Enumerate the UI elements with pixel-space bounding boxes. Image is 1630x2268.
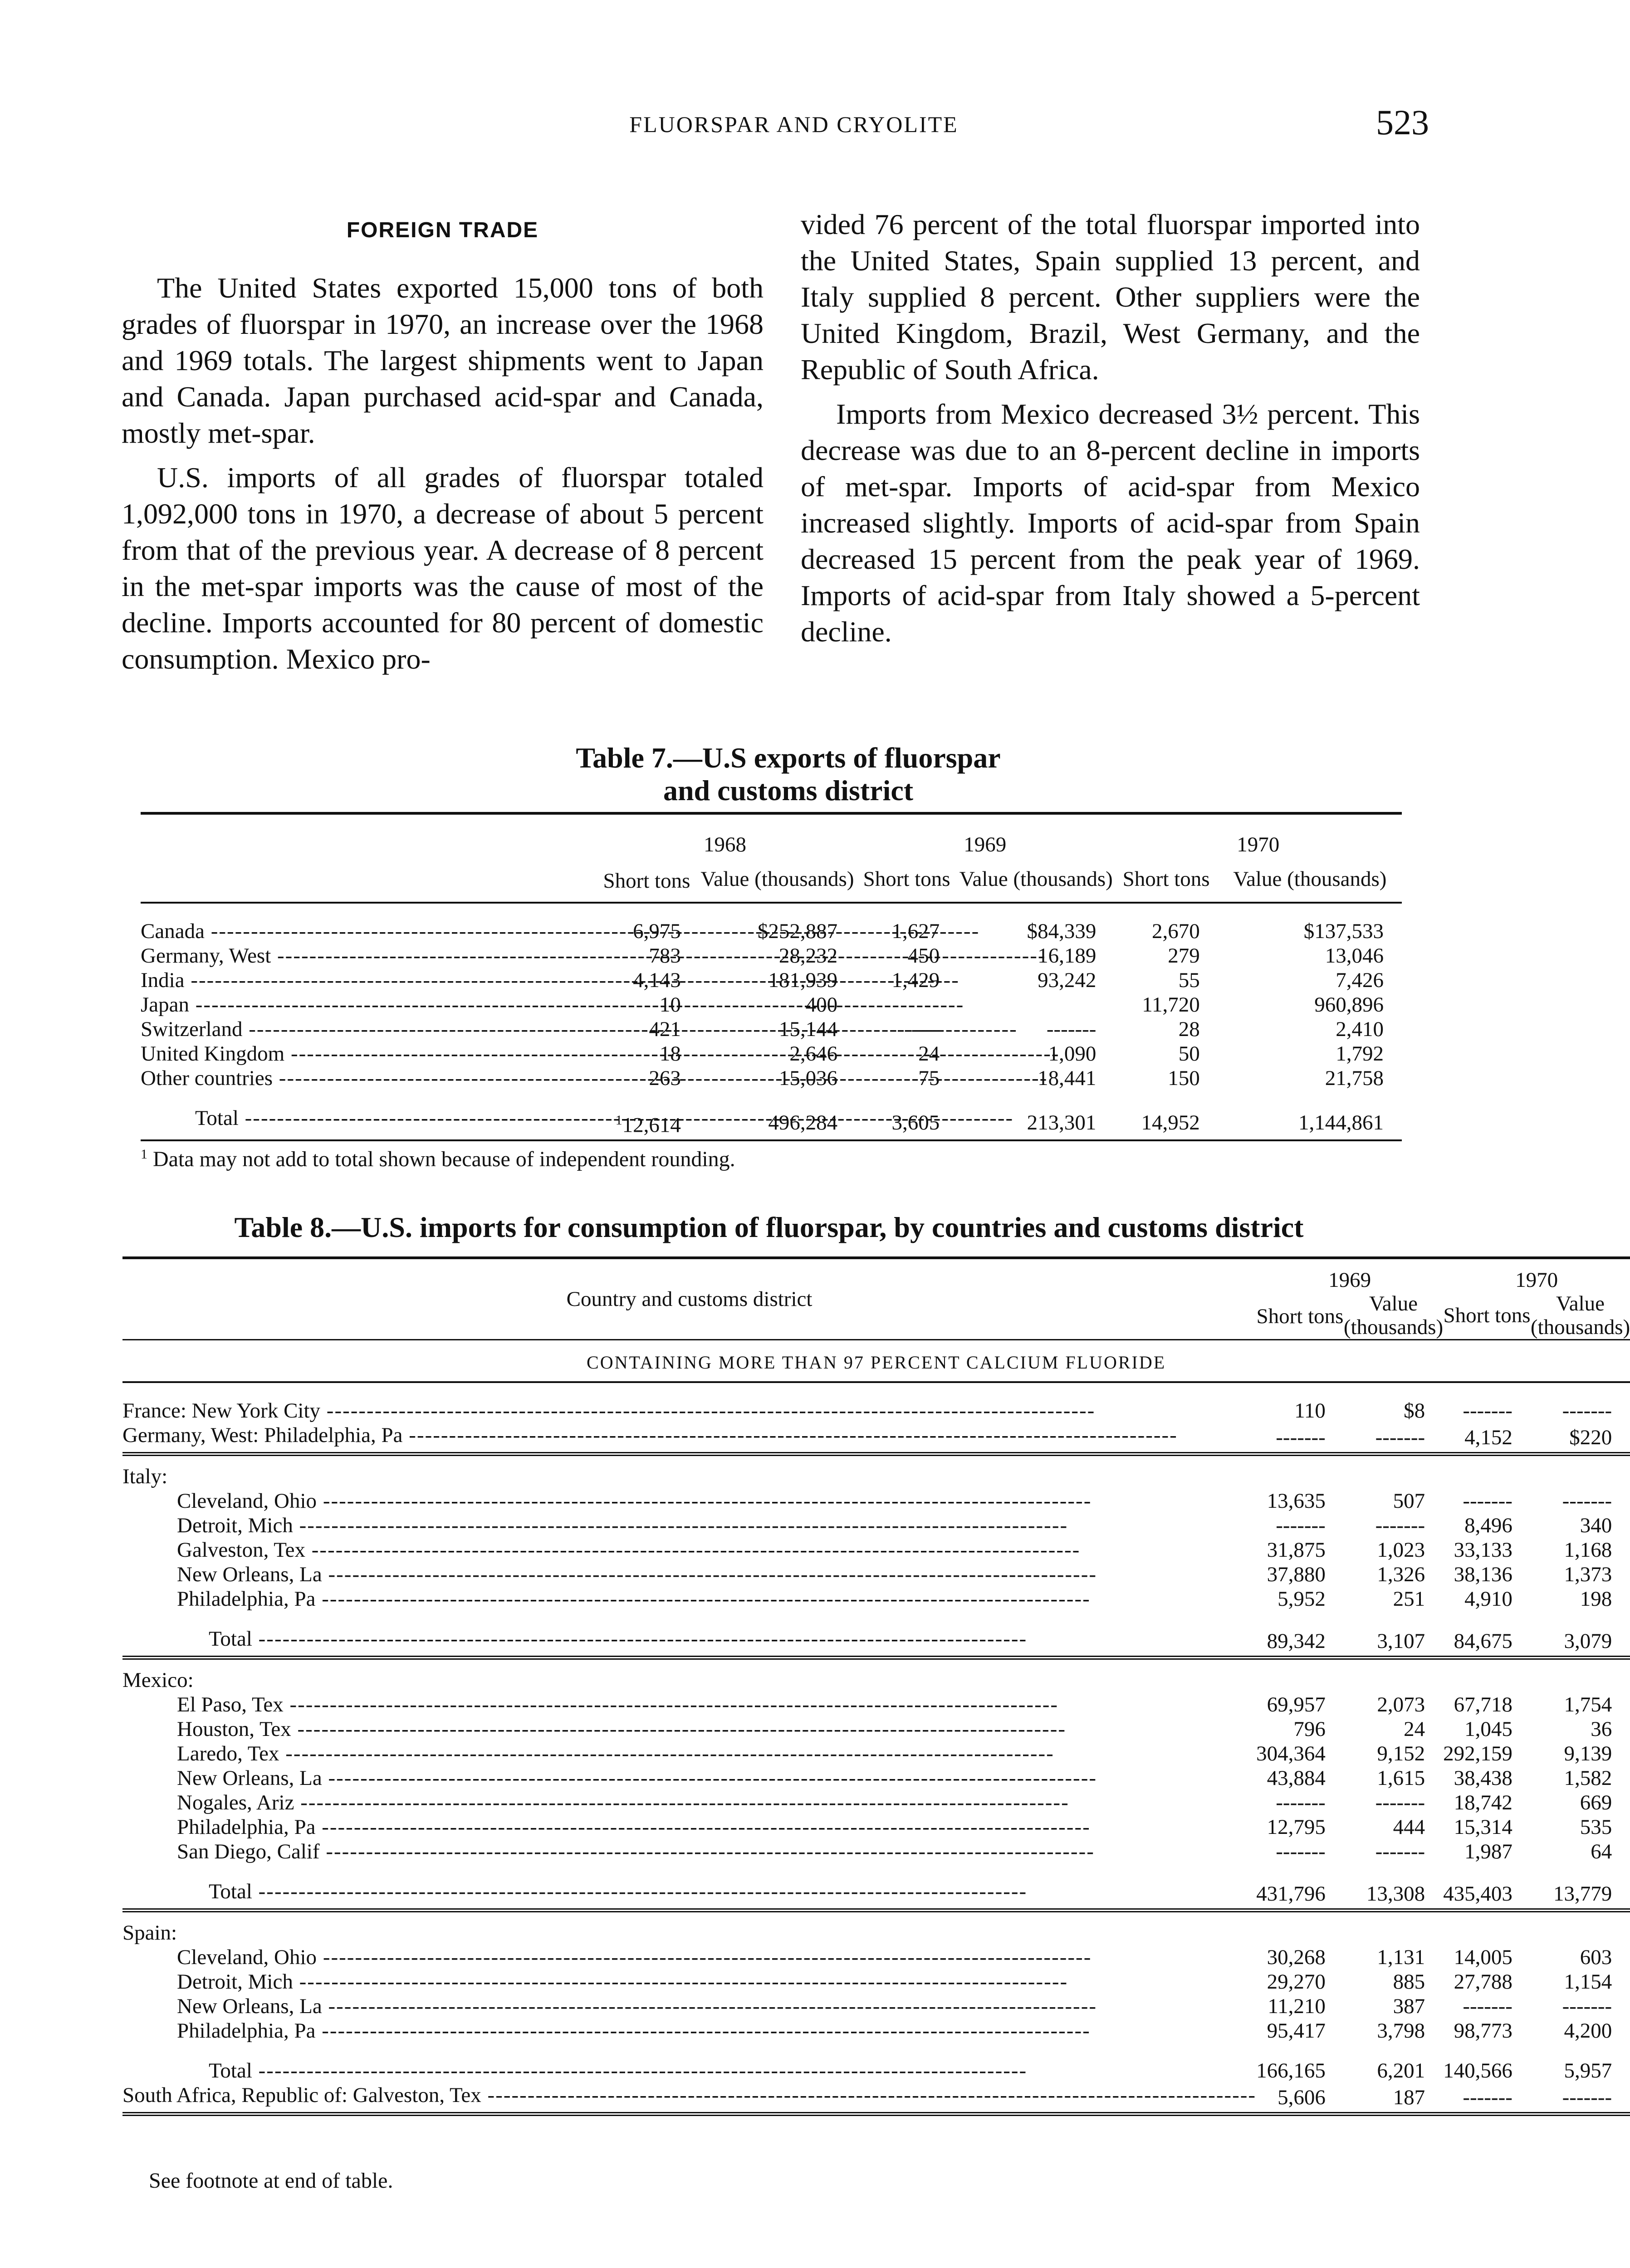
cell: 304,364 [1256, 1742, 1326, 1765]
cell: 1,615 [1377, 1766, 1425, 1790]
table-row [122, 1692, 1630, 1717]
cell: 603 [1580, 1945, 1612, 1969]
cell: ------- [1276, 1840, 1326, 1863]
running-title: FLUORSPAR AND CRYOLITE [629, 112, 959, 137]
cell: 95,417 [1267, 2019, 1326, 2043]
cell: 1,131 [1377, 1945, 1425, 1969]
table-row [122, 1815, 1630, 1839]
cell: 8,496 [1464, 1514, 1513, 1537]
table8-stub-header: Country and customs district [566, 1287, 813, 1311]
table-row [122, 1587, 1630, 1611]
row-label: United Kingdom ----- [141, 1042, 1060, 1066]
cell: ------- [1562, 2086, 1612, 2109]
cell: 2,073 [1377, 1693, 1425, 1716]
footnote-text: Data may not add to total shown because of independent rounding. [153, 1147, 735, 1171]
row-label: Japan ----- [141, 993, 964, 1017]
table-row [122, 1970, 1630, 1994]
table7-col-short: Short tons [1122, 867, 1210, 891]
cell [958, 992, 1114, 1017]
text-column-left [122, 218, 764, 685]
table7-grid [141, 812, 1402, 1141]
table7-title-line2: and customs district [663, 774, 914, 807]
cell: 98,773 [1454, 2019, 1513, 2043]
cell: 11,210 [1268, 1994, 1326, 2018]
cell: 198 [1580, 1587, 1612, 1611]
row-label: Galveston, Tex ----- [177, 1538, 1080, 1562]
cell: 187 [1393, 2086, 1425, 2109]
cell: $8 [1404, 1399, 1425, 1422]
table-row [122, 1994, 1630, 2019]
table7-title [0, 742, 1576, 807]
row-label: Switzerland ----- [141, 1017, 1018, 1041]
table8-year: 1970 [1515, 1268, 1558, 1292]
cell: 5,957 [1564, 2059, 1612, 2082]
row-label: Other countries ----- [141, 1066, 1048, 1090]
cell: 435,403 [1443, 1882, 1513, 1906]
group-label-spain: Spain: [122, 1921, 177, 1945]
row-label: Detroit, Mich ----- [177, 1970, 1068, 1994]
table8-subhead: CONTAINING MORE THAN 97 PERCENT CALCIUM FLUORIDE [122, 1340, 1630, 1383]
footnote-marker: 1 [615, 1112, 622, 1128]
table-row [141, 1041, 1402, 1066]
row-label: Detroit, Mich ----- [177, 1514, 1068, 1537]
cell: 1,582 [1564, 1766, 1612, 1790]
table8-col-short: Short tons [1443, 1304, 1531, 1327]
cell: 1,987 [1464, 1840, 1513, 1863]
table-row-total [141, 1106, 1402, 1140]
row-label: San Diego, Calif ----- [177, 1840, 1095, 1863]
cell: 279 [1168, 944, 1200, 968]
row-label: Total ----- [209, 1627, 1027, 1651]
cell: 1,045 [1464, 1717, 1513, 1741]
row-label: Total ----- [195, 1106, 1013, 1130]
cell: 75 [918, 1066, 940, 1090]
cell: 28,232 [778, 944, 838, 968]
cell: $252,887 [757, 919, 838, 943]
table7-year: 1968 [704, 833, 747, 856]
row-label: Laredo, Tex ----- [177, 1742, 1054, 1765]
cell: ------- [1463, 1489, 1513, 1513]
cell: 9,152 [1377, 1742, 1425, 1765]
table-row [141, 919, 1402, 943]
cell: 2,670 [1152, 919, 1200, 943]
cell: 3,798 [1377, 2019, 1425, 2043]
cell: 14,952 [1141, 1111, 1200, 1134]
table8-title: Table 8.—U.S. imports for consumption of fluorspar, by countries and customs district [234, 1211, 1304, 1243]
cell: 64 [1591, 1840, 1612, 1863]
cell: 960,896 [1314, 993, 1384, 1017]
cell: 13,779 [1553, 1882, 1612, 1906]
cell: 251 [1393, 1587, 1425, 1611]
cell: 796 [1293, 1717, 1326, 1741]
cell: 38,136 [1454, 1563, 1513, 1586]
cell: 24 [1404, 1717, 1425, 1741]
cell: 9,139 [1564, 1742, 1612, 1765]
cell: 140,566 [1443, 2059, 1513, 2082]
cell: ------- [1046, 1017, 1096, 1041]
table7-col-short: Short tons [603, 869, 690, 893]
cell: 5,952 [1278, 1587, 1326, 1611]
cell: 2,410 [1336, 1017, 1384, 1041]
cell: 50 [1178, 1042, 1200, 1066]
cell: 31,875 [1267, 1538, 1326, 1562]
cell: 669 [1580, 1791, 1612, 1814]
cell: 263 [649, 1066, 681, 1090]
table7-title-line1: Table 7.—U.S exports of fluorspar [576, 742, 1001, 774]
cell: 13,635 [1267, 1489, 1326, 1513]
cell: 6,975 [633, 919, 681, 943]
paragraph: Imports from Mexico decreased 3½ percent. This decrease was due to an 8-percent decline in imports of met-spar. Imports of acid-spar from Mexico increased slightly. Imports of acid-spar from Spain decreased 15 percent from the peak year of 1969. Imports of acid-spar from Italy showed a 5-percent decline. [801, 398, 1420, 648]
cell: 15,314 [1454, 1815, 1513, 1839]
cell: 21,758 [1325, 1066, 1384, 1090]
cell: 67,718 [1454, 1693, 1513, 1716]
row-label: France: New York City ----- [122, 1399, 1095, 1422]
cell: 13,046 [1325, 944, 1384, 968]
row-label: Canada ----- [141, 919, 979, 943]
cell: 507 [1393, 1489, 1425, 1513]
cell: 4,910 [1464, 1587, 1513, 1611]
cell: 24 [918, 1042, 940, 1066]
cell: 4,152 [1464, 1426, 1513, 1449]
cell: 1,429 [891, 968, 940, 992]
table-row [122, 1790, 1630, 1815]
cell: 1,792 [1336, 1042, 1384, 1066]
cell: 55 [1178, 968, 1200, 992]
section-heading: FOREIGN TRADE [346, 218, 539, 242]
row-label: New Orleans, La ----- [177, 1563, 1097, 1586]
table-row-total [122, 2058, 1630, 2083]
table-row-total [122, 1627, 1630, 1658]
cell: 18 [659, 1042, 681, 1066]
row-label: Nogales, Ariz ----- [177, 1791, 1069, 1814]
row-label: Houston, Tex ----- [177, 1717, 1066, 1741]
row-label: Philadelphia, Pa ----- [177, 2019, 1091, 2043]
cell: 1,023 [1377, 1538, 1425, 1562]
cell: 6,201 [1377, 2059, 1425, 2082]
cell: 38,438 [1454, 1766, 1513, 1790]
cell: 15,036 [778, 1066, 838, 1090]
table8-year: 1969 [1328, 1268, 1371, 1292]
table-row [122, 2083, 1630, 2114]
row-label: Germany, West: Philadelphia, Pa ----- [122, 1423, 1178, 1447]
cell: 885 [1393, 1970, 1425, 1994]
footnote-marker: 1 [141, 1147, 147, 1162]
cell: 12,614 [622, 1113, 681, 1137]
group-label-italy: Italy: [122, 1465, 168, 1488]
cell: ------- [1375, 1426, 1425, 1449]
cell: 110 [1294, 1399, 1326, 1422]
cell: ------- [1562, 1399, 1612, 1422]
table-row [141, 968, 1402, 992]
table-row [122, 1562, 1630, 1587]
table-row [122, 1945, 1630, 1970]
table7-footnote [141, 1147, 1402, 1172]
cell: 1,154 [1564, 1970, 1612, 1994]
cell: 43,884 [1267, 1766, 1326, 1790]
table-row [122, 1398, 1630, 1423]
cell: 18,742 [1454, 1791, 1513, 1814]
table7 [141, 812, 1402, 1172]
cell: 431,796 [1256, 1882, 1326, 1906]
table8-grid [122, 1256, 1630, 2116]
cell: ------- [1562, 1994, 1612, 2018]
table-row [122, 1717, 1630, 1741]
cell: 213,301 [1027, 1111, 1096, 1134]
cell: 340 [1580, 1514, 1612, 1537]
cell: 1,090 [1048, 1042, 1096, 1066]
table-row [141, 992, 1402, 1017]
cell: 1,627 [891, 919, 940, 943]
paragraph: The United States exported 15,000 tons of both grades of fluorspar in 1970, an increase over the 1968 and 1969 totals. The largest shipments went to Japan and Canada. Japan purchased acid-spar and Canada, mostly met-spar. [122, 272, 764, 449]
page-number: 523 [1376, 103, 1429, 142]
cell: 2,646 [789, 1042, 838, 1066]
row-label: Total ----- [209, 2059, 1027, 2082]
row-label: New Orleans, La ----- [177, 1766, 1097, 1790]
cell: ------- [1463, 1399, 1513, 1422]
table-row [141, 943, 1402, 968]
cell: 1,168 [1564, 1538, 1612, 1562]
cell: ------- [890, 1017, 940, 1041]
table8-col-value: Value (thousands) [1343, 1292, 1444, 1339]
table8-footnote: See footnote at end of table. [149, 2169, 393, 2193]
cell: ------- [1562, 1489, 1612, 1513]
table7-year: 1969 [964, 833, 1007, 856]
group-label-mexico: Mexico: [122, 1668, 194, 1692]
table-row-total [122, 1879, 1630, 1911]
table-row [141, 1066, 1402, 1090]
row-label: Cleveland, Ohio ----- [177, 1489, 1092, 1513]
table-row [122, 1489, 1630, 1513]
cell: 181,939 [768, 968, 838, 992]
cell: $220 [1569, 1426, 1612, 1449]
table-row [122, 1538, 1630, 1562]
cell: 1,373 [1564, 1563, 1612, 1586]
cell: 292,159 [1443, 1742, 1513, 1765]
table7-col-value: Value (thousands) [700, 867, 854, 891]
table-row [122, 2019, 1630, 2043]
cell: 5,606 [1278, 2086, 1326, 2109]
cell: 10 [659, 993, 681, 1017]
row-label: El Paso, Tex ----- [177, 1693, 1058, 1716]
row-label: South Africa, Republic of: Galveston, Tex ----- [122, 2083, 1256, 2107]
cell: 1,754 [1564, 1693, 1612, 1716]
cell: 12,795 [1267, 1815, 1326, 1839]
table-row [122, 1423, 1630, 1454]
table-row [122, 1766, 1630, 1790]
row-label: Cleveland, Ohio ----- [177, 1945, 1092, 1969]
cell: $84,339 [1027, 919, 1096, 943]
table8-col-short: Short tons [1256, 1305, 1344, 1328]
cell: 27,788 [1454, 1970, 1513, 1994]
cell: 421 [649, 1017, 681, 1041]
cell: 1,326 [1377, 1563, 1425, 1586]
table7-col-value: Value (thousands) [959, 867, 1113, 891]
cell: 36 [1591, 1717, 1612, 1741]
table7-year: 1970 [1237, 833, 1280, 856]
cell: ------- [1463, 1994, 1513, 2018]
cell: ------- [1276, 1791, 1326, 1814]
cell: ------- [1375, 1840, 1425, 1863]
cell: 4,200 [1564, 2019, 1612, 2043]
cell: ------- [1276, 1514, 1326, 1537]
table-row [122, 1741, 1630, 1766]
cell: 37,880 [1267, 1563, 1326, 1586]
cell: ------- [1463, 2086, 1513, 2109]
cell: ------- [1276, 1426, 1326, 1449]
cell: 29,270 [1267, 1970, 1326, 1994]
cell: 18,441 [1038, 1066, 1096, 1090]
table-row [141, 1017, 1402, 1041]
cell: 3,107 [1377, 1629, 1425, 1653]
cell: 33,133 [1454, 1538, 1513, 1562]
cell: 7,426 [1336, 968, 1384, 992]
cell: 166,165 [1256, 2059, 1326, 2082]
text-column-right [801, 206, 1420, 658]
cell: 535 [1580, 1815, 1612, 1839]
cell: 444 [1393, 1815, 1425, 1839]
table-row [122, 1839, 1630, 1864]
cell: 1,144,861 [1298, 1111, 1384, 1134]
cell: 150 [1168, 1066, 1200, 1090]
cell: 400 [805, 993, 838, 1017]
paragraph: vided 76 percent of the total fluorspar imported into the United States, Spain supplied 13 percent, and Italy supplied 8 percent. Other suppliers were the United Kingdom, Brazil, West Germany, and the Republic of South Africa. [801, 208, 1420, 386]
cell: ------- [1375, 1791, 1425, 1814]
cell: 3,605 [891, 1111, 940, 1134]
table8-col-value: Value (thousands) [1530, 1292, 1630, 1339]
cell: 3,079 [1564, 1629, 1612, 1653]
cell: 93,242 [1038, 968, 1096, 992]
table8 [122, 1256, 1630, 2116]
cell: 69,957 [1267, 1693, 1326, 1716]
row-label: New Orleans, La ----- [177, 1994, 1097, 2018]
row-label: Germany, West ----- [141, 944, 1046, 968]
cell: $137,533 [1303, 919, 1384, 943]
row-label: India ----- [141, 968, 959, 992]
cell: 13,308 [1366, 1882, 1425, 1906]
cell: 30,268 [1267, 1945, 1326, 1969]
cell: 496,284 [768, 1111, 838, 1134]
cell: 450 [907, 944, 940, 968]
row-label: Philadelphia, Pa ----- [177, 1587, 1091, 1611]
cell: 387 [1393, 1994, 1425, 2018]
table7-col-value: Value (thousands) [1233, 867, 1387, 891]
row-label: Philadelphia, Pa ----- [177, 1815, 1091, 1839]
cell: 28 [1178, 1017, 1200, 1041]
cell: 14,005 [1454, 1945, 1513, 1969]
table7-col-short: Short tons [863, 867, 950, 891]
cell: ------- [1375, 1514, 1425, 1537]
row-label: Total ----- [209, 1880, 1027, 1903]
cell: 11,720 [1142, 993, 1200, 1017]
paragraph: U.S. imports of all grades of fluorspar totaled 1,092,000 tons in 1970, a decrease of about 5 percent from that of the previous year. A decrease of 8 percent in the met-spar imports was the cause of most of the decline. Imports accounted for 80 percent of domestic consumption. Mexico pro- [122, 461, 764, 675]
cell: 15,144 [778, 1017, 838, 1041]
cell: 4,143 [633, 968, 681, 992]
cell: 89,342 [1267, 1629, 1326, 1653]
cell: 783 [649, 944, 681, 968]
table-row [122, 1513, 1630, 1538]
cell: 16,189 [1038, 944, 1096, 968]
cell: 84,675 [1454, 1629, 1513, 1653]
